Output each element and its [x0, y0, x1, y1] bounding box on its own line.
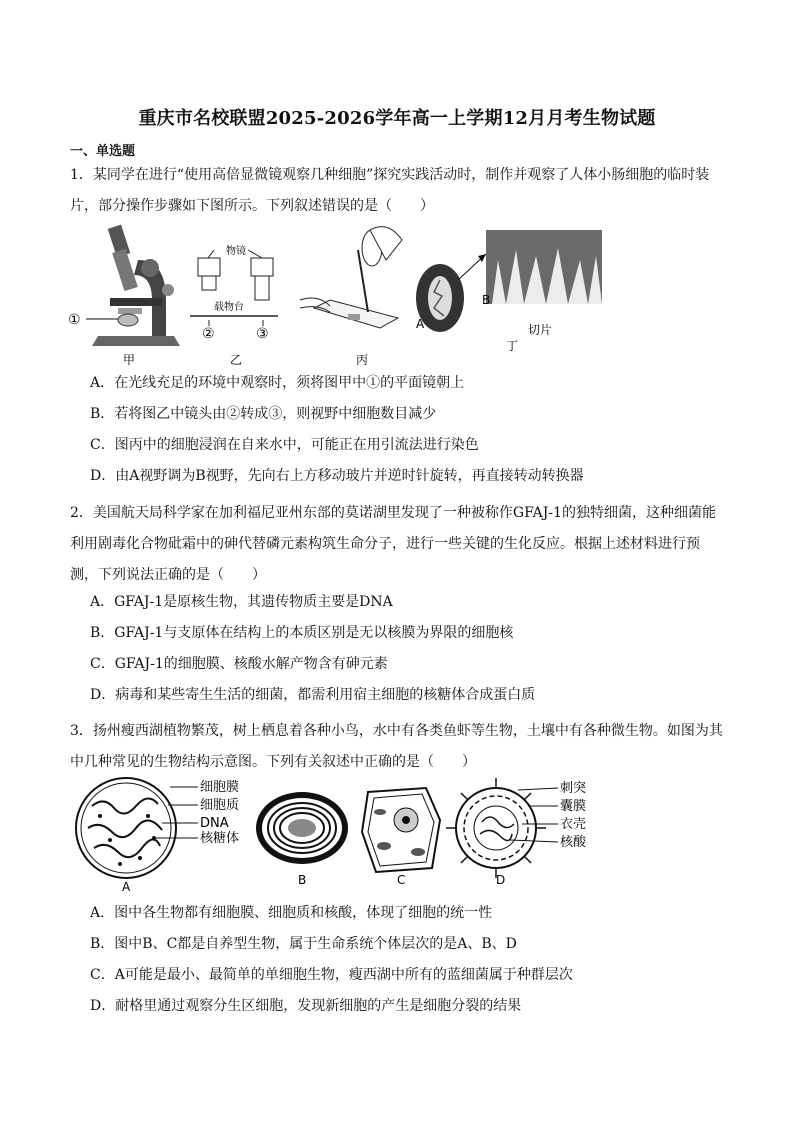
fig1-mark-3: ③: [256, 326, 269, 342]
fig3-envelope-label: 囊膜: [560, 799, 587, 814]
fig1-mark-1: ①: [68, 312, 81, 328]
question-3-option-a: A．图中各生物都有细胞膜、细胞质和核酸，体现了细胞的统一性: [90, 905, 493, 921]
fig3-capsid-label: 衣壳: [560, 817, 587, 832]
fig1-label-ding: 丁: [506, 339, 519, 353]
fig1-stage-label: 载物台: [214, 302, 244, 313]
cyanobacterium-illustration: [256, 792, 348, 864]
fig3-membrane-label: 细胞膜: [200, 780, 240, 795]
fig3-dna-label: DNA: [200, 816, 229, 831]
question-3-stem: 3．扬州瘦西湖植物繁茂，树上栖息着各种小鸟，水中有各类鱼虾等生物，土壤中有各种微生物。如图为其中几种常见的生物结构示意图。下列有关叙述中正确的是（ ）: [70, 723, 723, 770]
question-1-option-d: D．由A视野调为B视野，先向右上方移动玻片并逆时针旋转，再直接转动转换器: [90, 468, 584, 484]
fig3-cytoplasm-label: 细胞质: [200, 798, 240, 813]
question-2-stem: 2．美国航天局科学家在加利福尼亚州东部的莫诺湖里发现了一种被称作GFAJ-1的独特细菌，这种细菌能利用剧毒化合物砒霜中的砷代替磷元素构筑生命分子，进行一些关键的生化反应。根据上述材料进行预测，下列说法正确的是（ ）: [70, 505, 716, 583]
fig1-label-bing: 丙: [356, 353, 369, 367]
question-1-option-a: A．在光线充足的环境中观察时，须将图甲中①的平面镜朝上: [90, 375, 465, 391]
question-2-option-a: A．GFAJ-1是原核生物，其遗传物质主要是DNA: [90, 594, 393, 610]
question-1-stem: 1．某同学在进行“使用高倍显微镜观察几种细胞”探究实践活动时，制作并观察了人体小肠细胞的临时装片，部分操作步骤如下图所示。下列叙述错误的是（ ）: [70, 167, 710, 214]
intestine-section-illustration: [416, 230, 602, 332]
page-title: 重庆市名校联盟2025-2026学年高一上学期12月月考生物试题: [138, 108, 656, 129]
fig1-mark-2: ②: [202, 326, 215, 342]
question-3-figure: [70, 776, 590, 894]
fig3-label-B: B: [298, 873, 307, 887]
fig3-spike-label: 刺突: [560, 781, 587, 796]
question-3-option-d: D．耐格里通过观察分生区细胞，发现新细胞的产生是细胞分裂的结果: [90, 998, 522, 1014]
virus-illustration: [446, 778, 558, 878]
question-1-figure: [68, 220, 616, 368]
question-2-option-c: C．GFAJ-1的细胞膜、核酸水解产物含有砷元素: [90, 656, 388, 672]
fig1-section-label: 切片: [528, 323, 553, 337]
plant-cell-illustration: [362, 788, 440, 872]
bacterium-illustration: [76, 778, 198, 878]
question-1-option-b: B．若将图乙中镜头由②转成③，则视野中细胞数目减少: [90, 406, 437, 422]
fig3-ribosome-label: 核糖体: [200, 831, 240, 846]
question-3-option-c: C．A可能是最小、最简单的单细胞生物，瘦西湖中所有的蓝细菌属于种群层次: [90, 967, 573, 983]
fig3-label-C: C: [397, 873, 406, 887]
fig1-label-A: A: [416, 317, 425, 331]
fig1-label-B: B: [482, 293, 491, 307]
question-3-option-b: B．图中B、C都是自养型生物，属于生命系统个体层次的是A、B、D: [90, 936, 517, 952]
question-2-option-b: B．GFAJ-1与支原体在结构上的本质区别是无以核膜为界限的细胞核: [90, 625, 514, 641]
question-2-option-d: D．病毒和某些寄生生活的细菌，都需利用宿主细胞的核糖体合成蛋白质: [90, 687, 536, 703]
fig1-label-jia: 甲: [123, 353, 136, 367]
fig3-nucleic-label: 核酸: [560, 835, 587, 850]
fig3-label-A: A: [122, 880, 131, 894]
question-1-option-c: C．图丙中的细胞浸润在自来水中，可能正在用引流法进行染色: [90, 437, 479, 453]
fig3-label-D: D: [496, 873, 506, 887]
fig1-label-yi: 乙: [230, 353, 243, 367]
fig1-lens-label: 物镜: [226, 246, 246, 257]
objective-lenses-illustration: [190, 250, 278, 326]
microscope-illustration: [86, 225, 180, 346]
section-heading: 一、单选题: [70, 144, 136, 159]
slide-staining-illustration: [300, 227, 402, 328]
